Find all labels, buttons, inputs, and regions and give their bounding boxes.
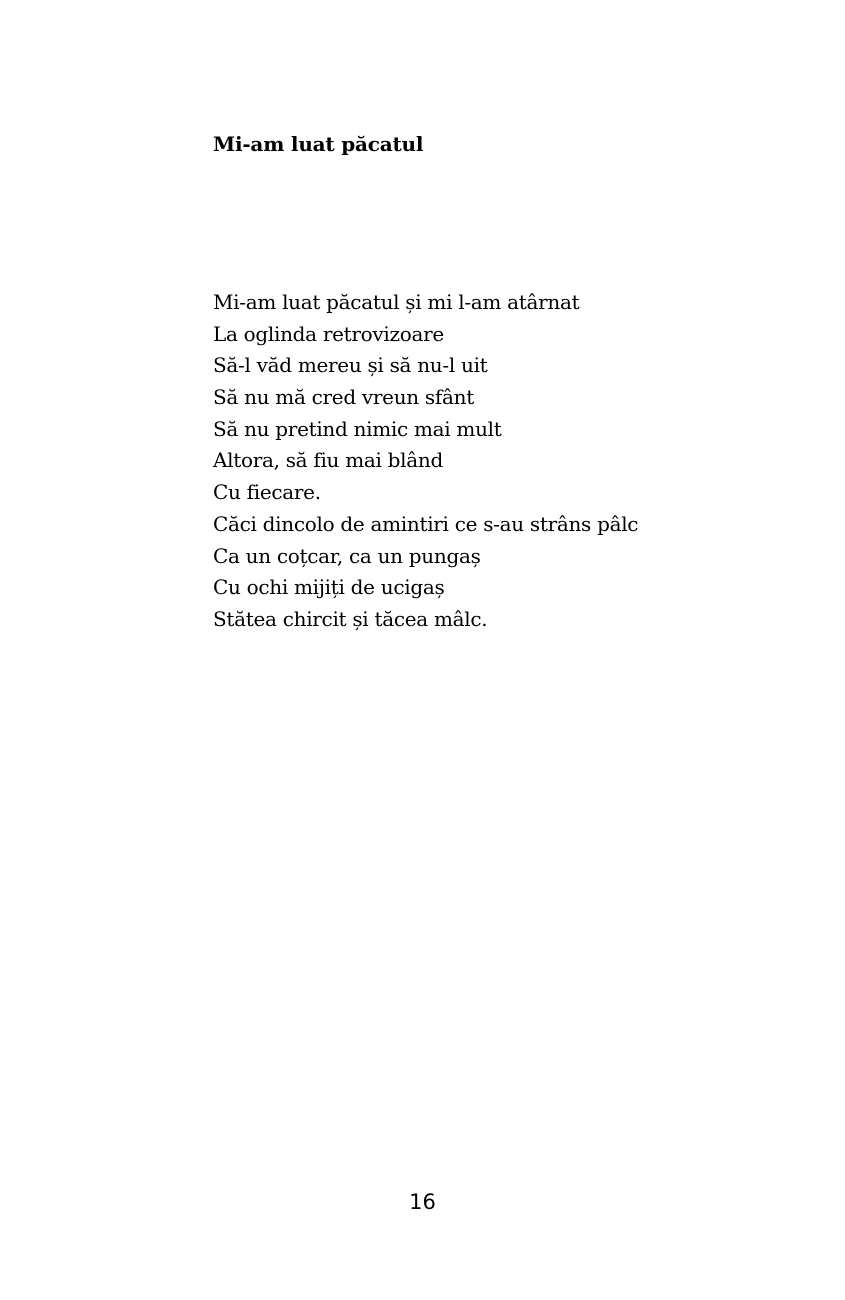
poem-line: La oglinda retrovizoare	[213, 321, 444, 346]
poem-line: Cu ochi mijiți de ucigaș	[213, 575, 445, 600]
poem-title: Mi-am luat păcatul	[213, 132, 424, 156]
poem-line: Ca un coțcar, ca un pungaș	[213, 543, 481, 568]
page-number: 16	[409, 1190, 436, 1214]
poem-line: Să-l văd mereu și să nu-l uit	[213, 353, 488, 378]
poem-line: Să nu pretind nimic mai mult	[213, 416, 502, 441]
poem-line: Cu fiecare.	[213, 480, 321, 505]
poem-line: Altora, să fiu mai blând	[213, 448, 443, 473]
poem-line: Căci dincolo de amintiri ce s-au strâns pâlc	[213, 511, 639, 536]
poem-stanza	[213, 287, 813, 636]
poem-line: Stătea chircit și tăcea mâlc.	[213, 606, 488, 631]
poem-line: Să nu mă cred vreun sfânt	[213, 385, 474, 410]
poem-line: Mi-am luat păcatul și mi l-am atârnat	[213, 290, 580, 314]
